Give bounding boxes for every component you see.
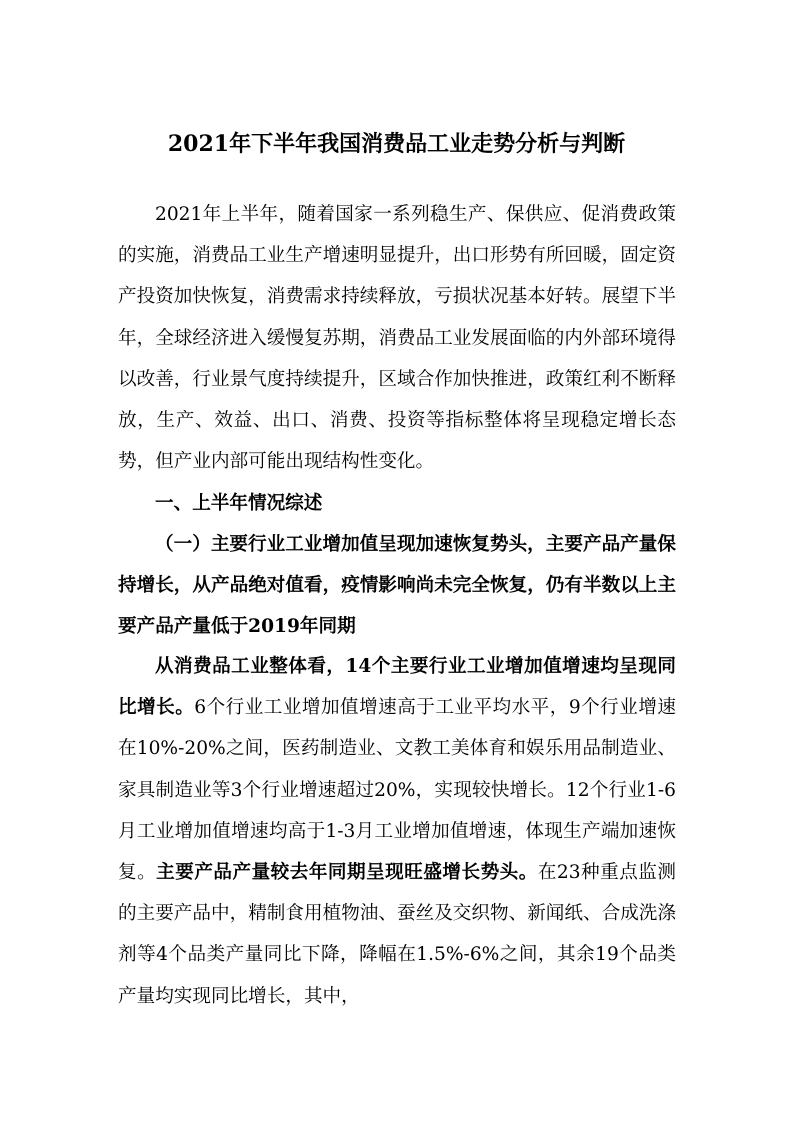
body-text-segment-1: 6个行业工业增加值增速高于工业平均水平，9个行业增速在10%-20%之间，医药制造业、文教工美体育和娱乐用品制造业、家具制造业等3个行业增速超过20%，实现较快增长。12个行业1-6月工业增加值增速均高于1-3月工业增加值增速，体现生产端加速恢复。	[118, 697, 676, 884]
section-heading: 一、上半年情况综述	[155, 493, 323, 514]
body-paragraph	[118, 646, 676, 1017]
body-text-segment-2: 在23种重点监测的主要产品中，精制食用植物油、蚕丝及交织物、新闻纸、合成洗涤剂等4个品类产量同比下降，降幅在1.5%-6%之间，其余19个品类产量均实现同比增长，其中，	[118, 862, 676, 1007]
document-title: 2021年下半年我国消费品工业走势分析与判断	[167, 131, 626, 157]
subsection-heading: （一）主要行业工业增加值呈现加速恢复势头，主要产品产量保持增长，从产品绝对值看，疫情影响尚未完全恢复，仍有半数以上主要产品产量低于2019年同期	[118, 534, 676, 638]
intro-paragraph: 2021年上半年，随着国家一系列稳生产、保供应、促消费政策的实施，消费品工业生产增速明显提升，出口形势有所回暖，固定资产投资加快恢复，消费需求持续释放，亏损状况基本好转。展望下半年，全球经济进入缓慢复苏期，消费品工业发展面临的内外部环境得以改善，行业景气度持续提升，区域合作加快推进，政策红利不断释放，生产、效益、出口、消费、投资等指标整体将呈现稳定增长态势，但产业内部可能出现结构性变化。	[118, 204, 676, 473]
lead-bold-sentence: 从消费品工业整体看，14个主要行业工业增加值增速均呈现同比增长。	[118, 656, 676, 719]
mid-bold-sentence: 主要产品产量较去年同期呈现旺盛增长势头。	[156, 862, 538, 884]
